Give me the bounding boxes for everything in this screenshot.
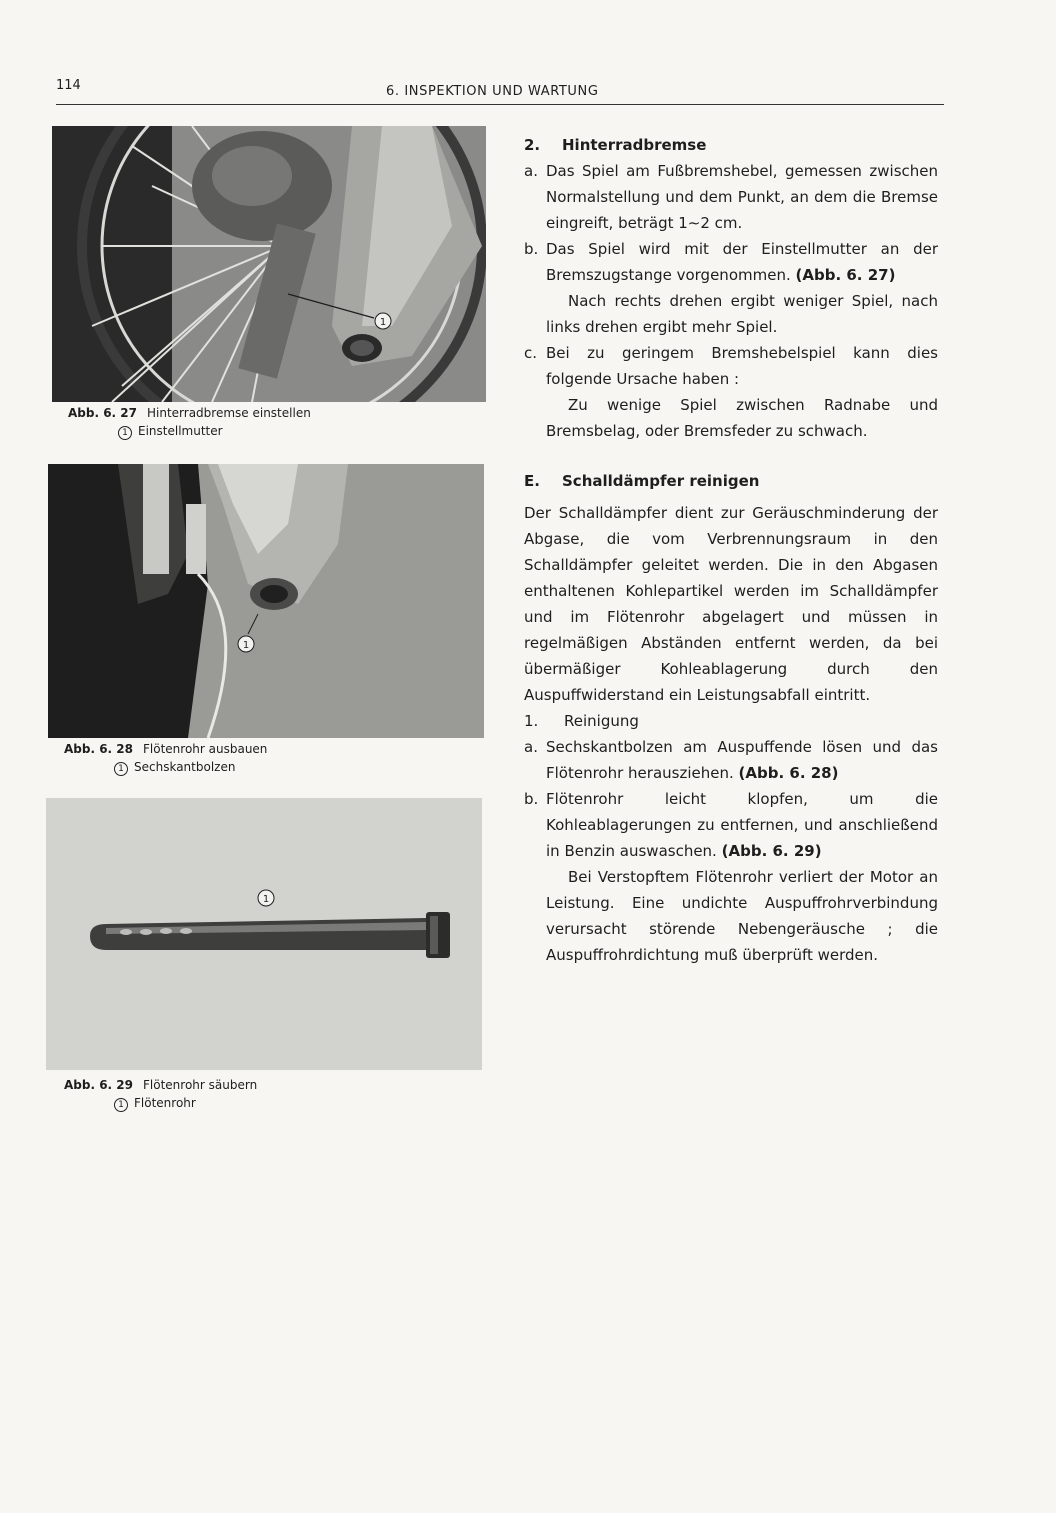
callout-text: Sechskantbolzen (134, 760, 236, 774)
list-item-a (524, 158, 938, 236)
callout-marker: 1 (114, 762, 128, 776)
item-body: Sechskantbolzen am Auspuffende lösen und das Flötenrohr herausziehen. (546, 738, 938, 782)
item-text: Bei zu geringem Bremshebelspiel kann dies folgende Ursache haben : (546, 344, 938, 388)
item-marker: 1. (524, 712, 539, 730)
figure-reference: (Abb. 6. 29) (721, 842, 822, 860)
figure-6-27-photo (52, 126, 486, 402)
callout-text: Flötenrohr (134, 1096, 196, 1110)
header-rule (56, 104, 944, 105)
subheading-reinigung (524, 708, 938, 734)
callout-marker: 1 (118, 426, 132, 440)
item-marker: a. (524, 738, 538, 756)
svg-text:1: 1 (379, 317, 387, 328)
figure-reference: (Abb. 6. 27) (795, 266, 896, 284)
list-item-b (524, 786, 938, 864)
item-marker: b. (524, 240, 539, 258)
figure-label: Abb. 6. 28 (64, 742, 133, 756)
item-body: Flötenrohr leicht klopfen, um die Kohleablagerungen zu entfernen, und anschließend in Benzin auswaschen. (546, 790, 938, 860)
item-marker: b. (524, 790, 539, 808)
figure-title: Flötenrohr säubern (143, 1078, 258, 1092)
item-text (546, 236, 938, 288)
note-paragraph: Nach rechts drehen ergibt weniger Spiel, nach links drehen ergibt mehr Spiel. (546, 292, 938, 336)
figure-title: Hinterradbremse einstellen (147, 406, 311, 420)
subheading-text: Reinigung (564, 712, 639, 730)
figure-6-27-caption (68, 404, 488, 440)
section-hinterradbremse (524, 130, 938, 444)
svg-text:1: 1 (262, 894, 270, 905)
list-item-a (524, 734, 938, 786)
figure-reference: (Abb. 6. 28) (738, 764, 839, 782)
figure-6-29-caption (64, 1076, 484, 1112)
figure-6-28-caption (64, 740, 484, 776)
page-number: 114 (56, 78, 81, 93)
section-heading (524, 132, 938, 158)
running-header: 6. INSPEKTION UND WARTUNG (386, 84, 599, 99)
section-heading (524, 468, 938, 494)
item-body: Das Spiel wird mit der Einstellmutter an der Bremszugstange vorgenommen. (546, 240, 938, 284)
figure-label: Abb. 6. 27 (68, 406, 137, 420)
figure-6-28-photo (48, 464, 484, 738)
section-title: Schalldämpfer reinigen (562, 472, 760, 490)
item-text (546, 734, 938, 786)
item-text (546, 786, 938, 864)
figure-title: Flötenrohr ausbauen (143, 742, 268, 756)
item-text: Das Spiel am Fußbremshebel, gemessen zwischen Normalstellung und dem Punkt, an dem die Bremse eingreift, beträgt 1∼2 cm. (546, 162, 938, 232)
section-number: 2. (524, 136, 541, 154)
section-schalldaempfer (524, 466, 938, 968)
item-marker: c. (524, 344, 538, 362)
note-paragraph: Bei Verstopftem Flötenrohr verliert der Motor an Leistung. Eine undichte Auspuffrohrverbindung verursacht störende Nebengeräusche ; die Auspuffrohrdichtung muß überprüft werden. (546, 868, 938, 964)
section-title: Hinterradbremse (562, 136, 707, 154)
list-item-b (524, 236, 938, 288)
figure-6-29-photo (46, 798, 482, 1070)
intro-paragraph: Der Schalldämpfer dient zur Geräuschminderung der Abgase, die vom Verbrennungsraum in den Schalldämpfer geleitet werden. Die in den Abgasen enthaltenen Kohlepartikel werden im Schalldämpfer und im Flötenrohr abgelagert und müssen in regelmäßigen Abständen entfernt werden, da bei übermäßiger Kohleablagerung durch den Auspuffwiderstand ein Leistungsabfall eintritt. (524, 504, 938, 704)
item-marker: a. (524, 162, 538, 180)
list-item-c (524, 340, 938, 392)
note-paragraph: Zu wenige Spiel zwischen Radnabe und Bremsbelag, oder Bremsfeder zu schwach. (546, 396, 938, 440)
svg-text:1: 1 (242, 640, 250, 651)
section-number: E. (524, 472, 540, 490)
callout-marker: 1 (114, 1098, 128, 1112)
figure-label: Abb. 6. 29 (64, 1078, 133, 1092)
callout-text: Einstellmutter (138, 424, 223, 438)
